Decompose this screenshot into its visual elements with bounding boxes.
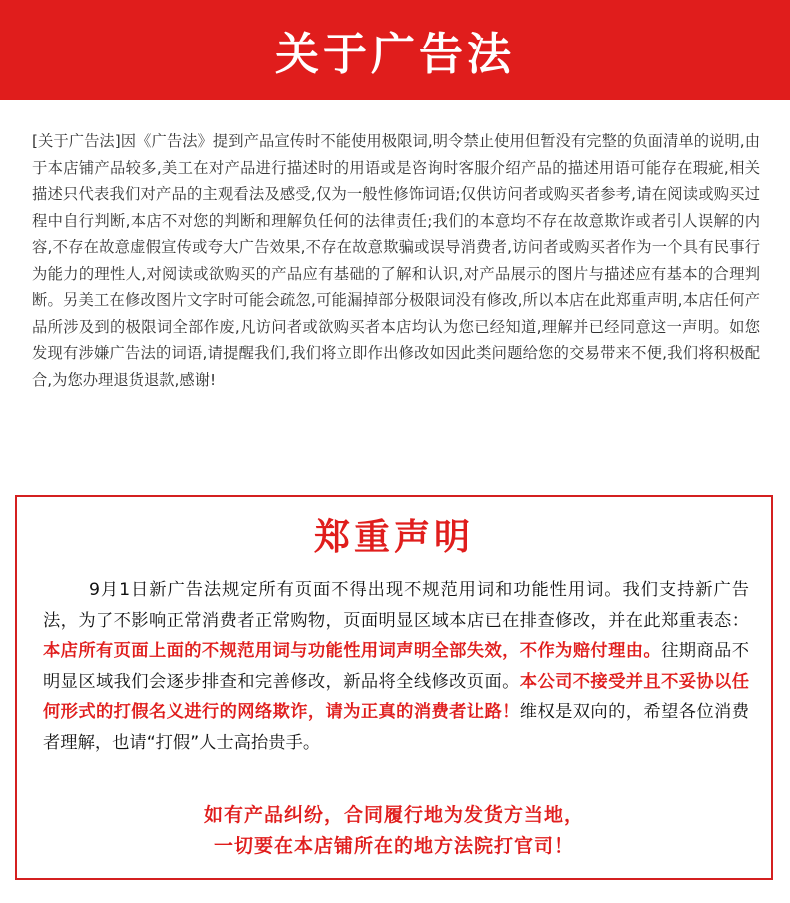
statement-text-3: 维权是双向的，希望各位消费者理解，也请“打假”人士高抬贵手。 bbox=[43, 702, 749, 753]
dispute-notice bbox=[17, 800, 771, 862]
statement-title: 郑重声明 bbox=[313, 517, 474, 558]
page-title: 关于广告法 bbox=[275, 29, 515, 80]
statement-highlight-2: 本公司不接受并且不妥协以任何形式的打假名义进行的网络欺诈，请为正真的消费者让路！ bbox=[43, 671, 749, 722]
statement-highlight-1: 本店所有页面上面的不规范用词与功能性用词声明全部失效，不作为赔付理由。 bbox=[43, 641, 662, 661]
statement-text-1: 9月1日新广告法规定所有页面不得出现不规范用词和功能性用词。我们支持新广告法，为了不影响正常消费者正常购物，页面明显区域本店已在排查修改，并在此郑重表态： bbox=[43, 580, 749, 631]
solemn-statement-box bbox=[15, 495, 773, 880]
statement-body bbox=[43, 575, 749, 758]
dispute-line-2: 一切要在本店铺所在的地方法院打官司！ bbox=[213, 835, 574, 857]
advertising-law-notice: [关于广告法]因《广告法》提到产品宣传时不能使用极限词,明令禁止使用但暂没有完整的负面清单的说明,由于本店铺产品较多,美工在对产品进行描述时的用语或是咨询时客服介绍产品的描述用语可能存在瑕疵,相关描述只代表我们对产品的主观看法及感受,仅为一般性修饰词语;仅供访问者或购买者参考,请在阅读或购买过程中自行判断,本店不对您的判断和理解负任何的法律责任;我们的本意均不存在故意欺诈或者引人误解的内容,不存在故意虚假宣传或夸大广告效果,不存在故意欺骗或误导消费者,访问者或购买者作为一个具有民事行为能力的理性人,对阅读或欲购买的产品应有基础的了解和认识,对产品展示的图片与描述应有基本的合理判断。另美工在修改图片文字时可能会疏忽,可能漏掉部分极限词没有修改,所以本店在此郑重声明,本店任何产品所涉及到的极限词全部作废,凡访问者或欲购买者本店均认为您已经知道,理解并已经同意这一声明。如您发现有涉嫌广告法的词语,请提醒我们,我们将立即作出修改如因此类问题给您的交易带来不便,我们将积极配合,为您办理退货退款,感谢! bbox=[32, 132, 760, 389]
header-banner bbox=[0, 0, 790, 100]
statement-text-2: 往期商品不明显区域我们会逐步排查和完善修改，新品将全线修改页面。 bbox=[43, 641, 749, 692]
dispute-line-1: 如有产品纠纷，合同履行地为发货方当地， bbox=[203, 804, 584, 826]
